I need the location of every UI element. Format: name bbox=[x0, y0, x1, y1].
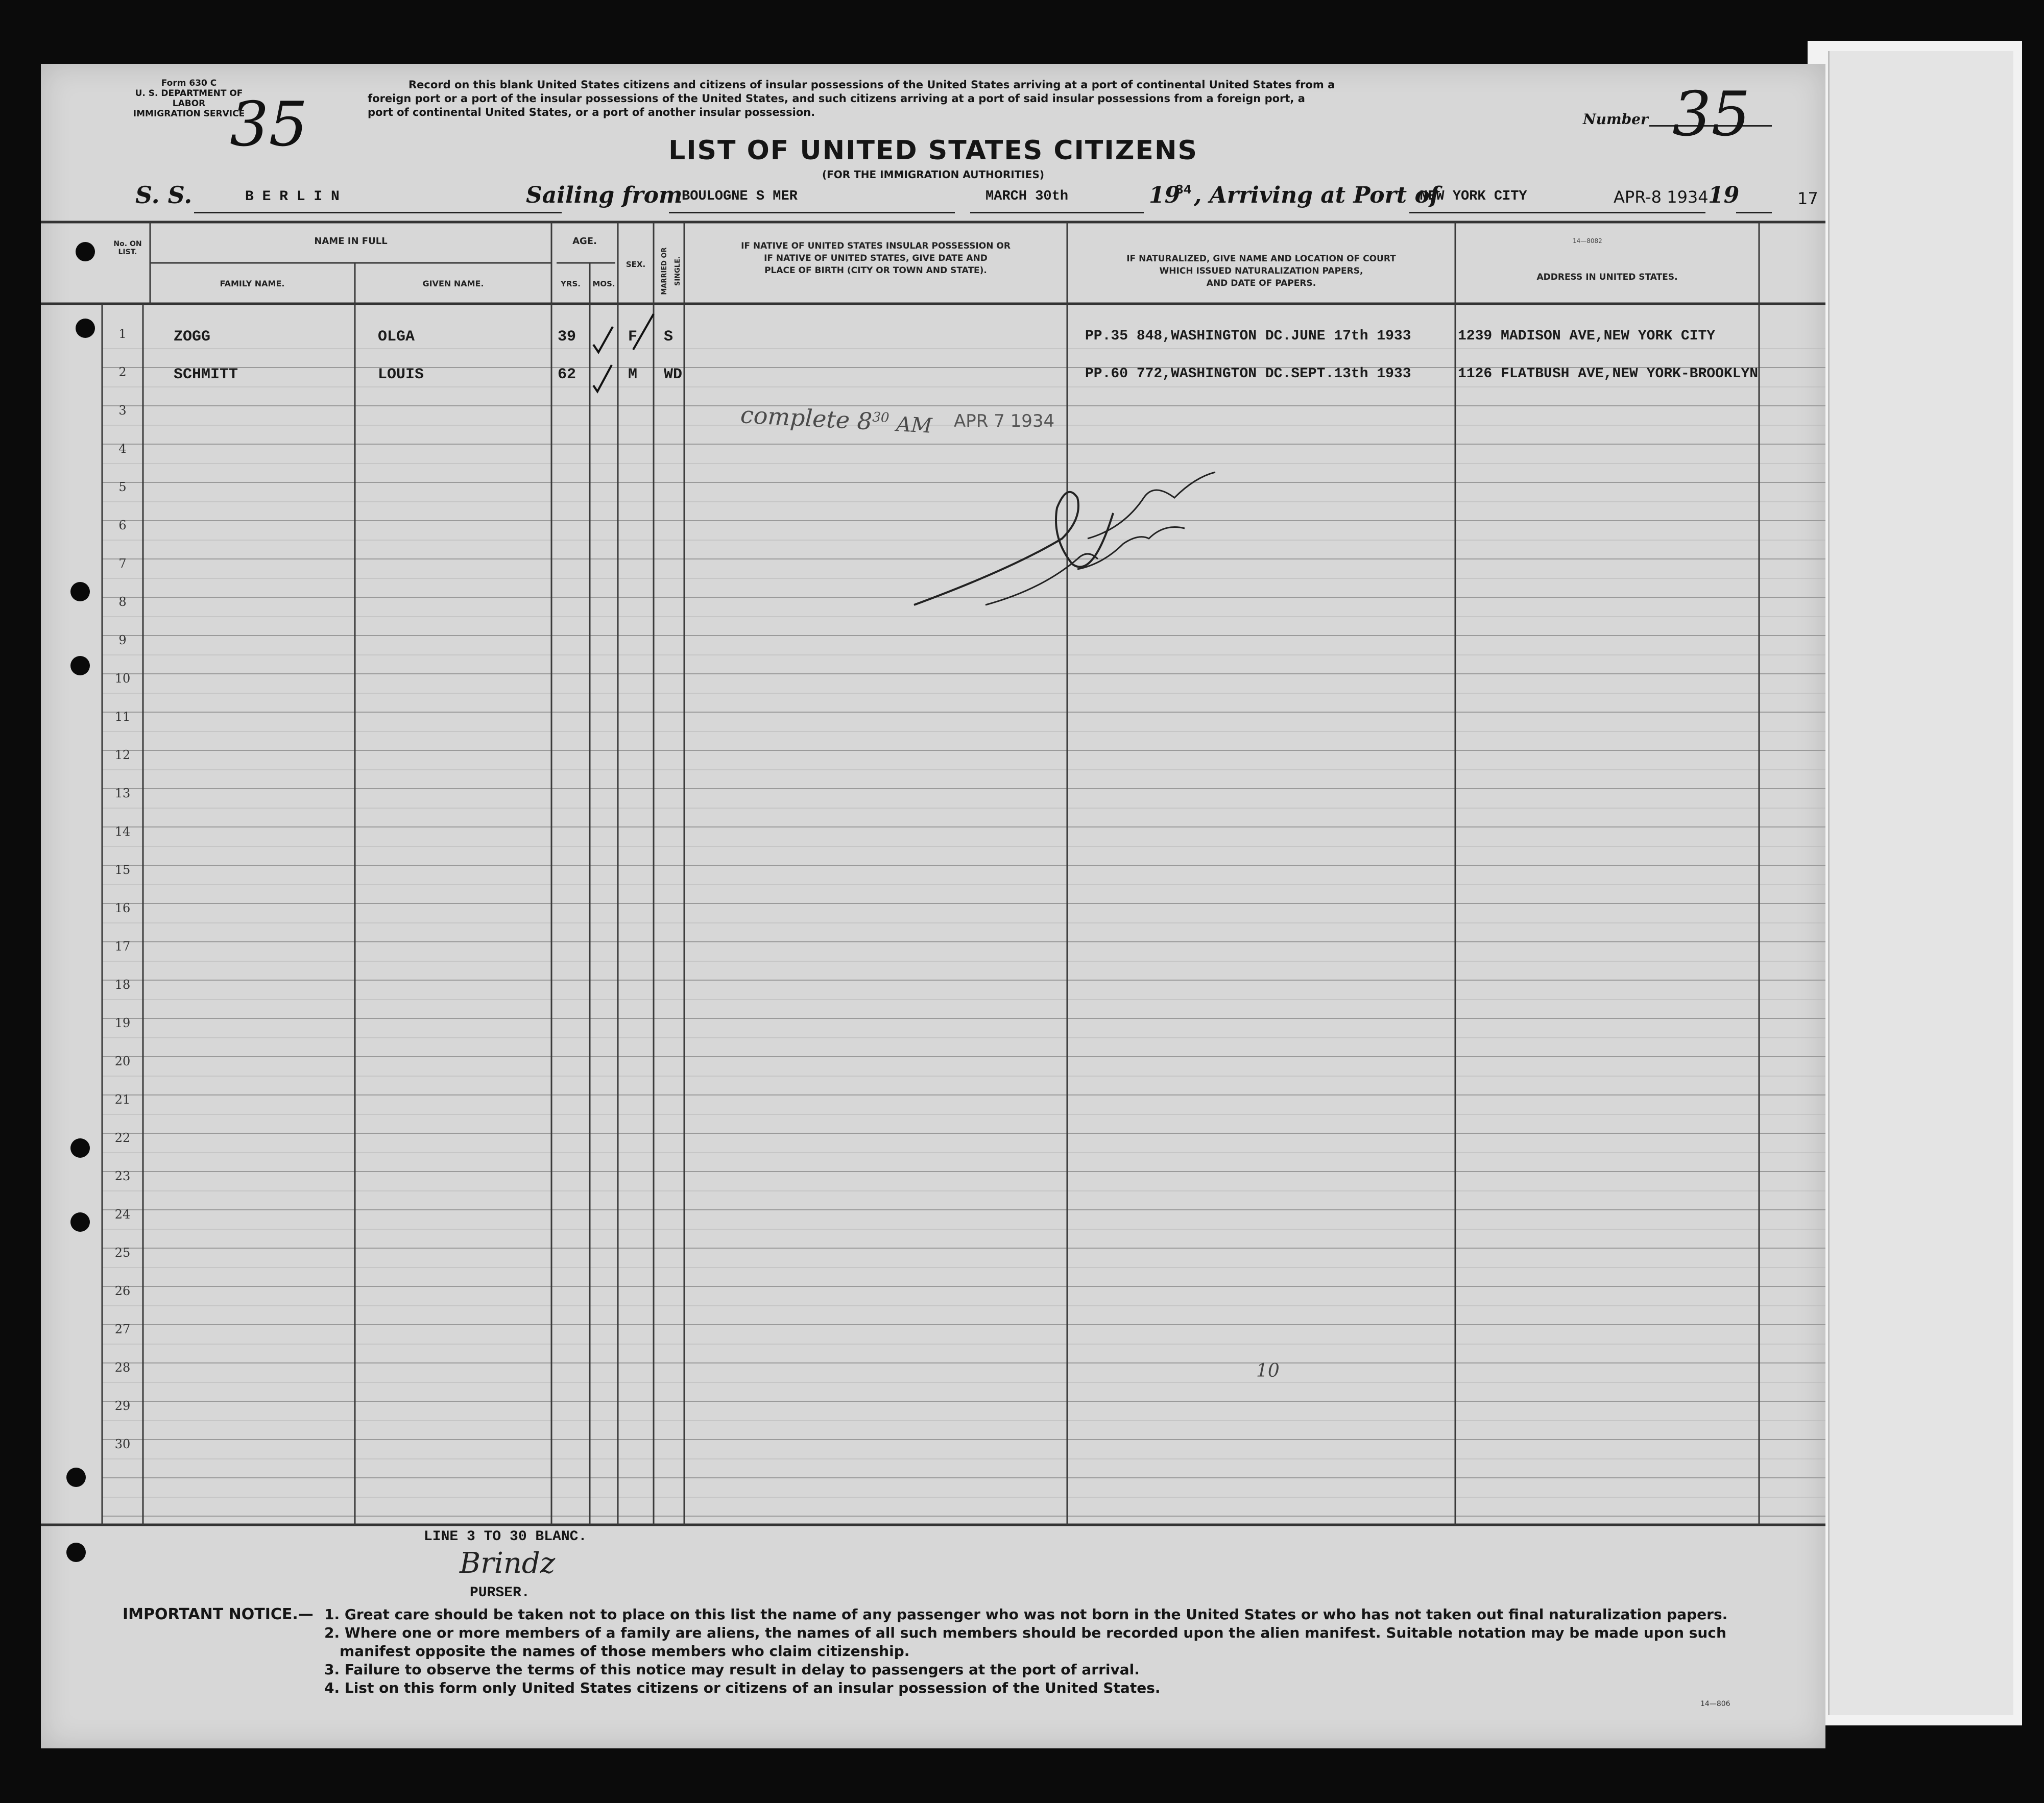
row-number: 30 bbox=[114, 1437, 131, 1451]
row-number: 14 bbox=[114, 824, 131, 839]
col-header-given-name: GIVEN NAME. bbox=[422, 279, 484, 288]
notice-label: IMPORTANT NOTICE.— bbox=[123, 1605, 314, 1623]
binder-hole bbox=[70, 582, 90, 601]
col-header-native-line-3: PLACE OF BIRTH (CITY OR TOWN AND STATE). bbox=[764, 265, 987, 276]
row-number: 29 bbox=[114, 1399, 131, 1413]
binder-hole bbox=[70, 1212, 90, 1232]
row-number: 10 bbox=[114, 671, 131, 686]
row-number: 1 bbox=[118, 327, 127, 341]
col-header-family-name: FAMILY NAME. bbox=[220, 279, 285, 288]
row-number: 5 bbox=[118, 480, 127, 494]
age-years: 39 bbox=[558, 328, 576, 346]
col-header-married: MARRIED OR SINGLE. bbox=[661, 247, 682, 295]
notice-4: 4. List on this form only United States citizens or citizens of an insular possession of the United States. bbox=[324, 1679, 1161, 1696]
row-number: 19 bbox=[114, 1016, 131, 1030]
background-sheet-2 bbox=[1828, 51, 2013, 1715]
family-name: ZOGG bbox=[174, 328, 211, 346]
col-header-name-in-full: NAME IN FULL bbox=[314, 236, 388, 247]
row-number: 15 bbox=[114, 863, 131, 877]
naturalization-info: PP.60 772,WASHINGTON DC.SEPT.13th 1933 bbox=[1085, 366, 1411, 382]
given-name: OLGA bbox=[378, 328, 415, 346]
col-header-native-line-2: IF NATIVE OF UNITED STATES, GIVE DATE AND bbox=[764, 253, 988, 263]
col-header-native-line-1: IF NATIVE OF UNITED STATES INSULAR POSSESSION OR bbox=[741, 241, 1011, 251]
ss-label: S. S. bbox=[135, 181, 193, 209]
page-mark: 10 bbox=[1256, 1360, 1280, 1381]
col-header-sex: SEX. bbox=[626, 260, 646, 269]
marital-status: S bbox=[664, 328, 674, 346]
complete-note-sup: 30 bbox=[872, 409, 890, 426]
notice-3: 3. Failure to observe the terms of this notice may result in delay to passengers at the port of arrival. bbox=[324, 1661, 1140, 1678]
row-number: 12 bbox=[114, 748, 131, 762]
form-title: LIST OF UNITED STATES CITIZENS bbox=[668, 135, 1198, 166]
binder-hole bbox=[70, 1138, 90, 1158]
instructions-line-3: port of continental United States, or a port of another insular possession. bbox=[368, 106, 815, 118]
notice-1: 1. Great care should be taken not to place on this list the name of any passenger who was not born in the United States or who has not taken out final naturalization papers. bbox=[324, 1606, 1728, 1623]
notice-2: 2. Where one or more members of a family are aliens, the names of all such members should be recorded upon the alien manifest. Suitable notation may be made upon such bbox=[324, 1624, 1726, 1641]
form-subtitle: (FOR THE IMMIGRATION AUTHORITIES) bbox=[822, 168, 1044, 181]
row-number: 7 bbox=[118, 556, 127, 571]
row-number: 11 bbox=[114, 710, 131, 724]
age-years: 62 bbox=[558, 366, 576, 383]
row-number: 16 bbox=[114, 901, 131, 915]
corner-mark: 17 bbox=[1797, 189, 1818, 208]
instructions-line-1: Record on this blank United States citizens and citizens of insular possessions of the United States arriving at a port of continental United States from a bbox=[408, 79, 1335, 91]
binder-hole bbox=[76, 242, 95, 261]
row-number: 21 bbox=[114, 1092, 131, 1107]
sailing-date: MARCH 30th bbox=[985, 189, 1069, 204]
complete-note-text: complete 8 bbox=[739, 401, 873, 435]
manifest-page bbox=[41, 64, 1825, 1748]
row-number: 13 bbox=[114, 786, 131, 800]
col-header-native bbox=[684, 240, 1067, 277]
naturalization-info: PP.35 848,WASHINGTON DC.JUNE 17th 1933 bbox=[1085, 328, 1411, 344]
year-prefix: 19 bbox=[1149, 182, 1181, 208]
row-number: 8 bbox=[118, 595, 127, 609]
year2-label: 19 bbox=[1708, 182, 1740, 208]
inspector-signature-drawing bbox=[909, 436, 1266, 630]
col-header-yrs: YRS. bbox=[561, 279, 581, 288]
binder-hole bbox=[66, 1543, 86, 1562]
ship-name: B E R L I N bbox=[245, 189, 340, 205]
marital-status: WD bbox=[664, 366, 683, 383]
tiny-reference: 14—8082 bbox=[1573, 237, 1602, 245]
binder-hole bbox=[70, 656, 90, 675]
purser-signature: Brindz bbox=[460, 1547, 556, 1580]
year-suffix: 34 bbox=[1175, 182, 1192, 198]
row-number: 28 bbox=[114, 1360, 131, 1375]
col-header-naturalized-line-3: AND DATE OF PAPERS. bbox=[1206, 278, 1316, 288]
manifest-table-grid bbox=[41, 64, 1825, 1748]
us-address: 1126 FLATBUSH AVE,NEW YORK-BROOKLYN bbox=[1458, 366, 1759, 382]
handwritten-list-number-left: 35 bbox=[230, 89, 308, 160]
row-number: 20 bbox=[114, 1054, 131, 1068]
binder-hole bbox=[66, 1468, 86, 1487]
row-number: 6 bbox=[118, 518, 127, 532]
complete-note-am: AM bbox=[896, 412, 933, 438]
department-name: U. S. DEPARTMENT OF LABOR bbox=[135, 88, 243, 109]
row-number: 2 bbox=[118, 365, 127, 379]
form-reference: 14—806 bbox=[1700, 1700, 1730, 1708]
family-name: SCHMITT bbox=[174, 366, 238, 383]
arriving-label: , Arriving at Port of bbox=[1194, 182, 1439, 208]
number-label: Number bbox=[1583, 111, 1648, 128]
row-number: 9 bbox=[118, 633, 127, 647]
us-address: 1239 MADISON AVE,NEW YORK CITY bbox=[1458, 328, 1716, 344]
check-marks bbox=[587, 309, 679, 401]
sex: M bbox=[628, 366, 638, 383]
row-number: 27 bbox=[114, 1322, 131, 1336]
form-number: Form 630 C bbox=[161, 78, 217, 88]
notice-2-cont: manifest opposite the names of those members who claim citizenship. bbox=[340, 1643, 910, 1660]
given-name: LOUIS bbox=[378, 366, 424, 383]
row-number: 23 bbox=[114, 1169, 131, 1183]
row-number: 3 bbox=[118, 403, 127, 418]
receipt-stamp: APR 7 1934 bbox=[954, 411, 1055, 431]
row-number: 18 bbox=[114, 978, 131, 992]
service-name: IMMIGRATION SERVICE bbox=[133, 109, 245, 119]
blank-lines-note: LINE 3 TO 30 BLANC. bbox=[424, 1529, 587, 1545]
row-number: 4 bbox=[118, 442, 127, 456]
binder-hole bbox=[76, 319, 95, 338]
sailing-label: Sailing from bbox=[526, 182, 683, 208]
col-header-age: AGE. bbox=[572, 236, 597, 247]
row-number: 17 bbox=[114, 939, 131, 954]
instructions-line-2: foreign port or a port of the insular possessions of the United States, and such citizens arriving at a port of said insular possessions from a foreign port, a bbox=[368, 92, 1305, 105]
row-number: 24 bbox=[114, 1207, 131, 1222]
col-header-naturalized-line-1: IF NATURALIZED, GIVE NAME AND LOCATION OF COURT bbox=[1126, 254, 1396, 264]
port-of-departure: BOULOGNE S MER bbox=[682, 189, 798, 204]
purser-label: PURSER. bbox=[470, 1585, 530, 1601]
handwritten-list-number-right: 35 bbox=[1672, 79, 1750, 150]
port-of-arrival: NEW YORK CITY bbox=[1420, 189, 1527, 204]
col-header-mos: MOS. bbox=[592, 279, 615, 288]
arrival-stamp: APR-8 1934 bbox=[1614, 187, 1709, 207]
inspector-signature bbox=[909, 436, 1266, 630]
row-number: 26 bbox=[114, 1284, 131, 1298]
row-number: 25 bbox=[114, 1246, 131, 1260]
col-header-naturalized-line-2: WHICH ISSUED NATURALIZATION PAPERS, bbox=[1159, 266, 1363, 276]
row-number: 22 bbox=[114, 1131, 131, 1145]
sex: F bbox=[628, 328, 638, 346]
col-header-no: No. ON LIST. bbox=[113, 240, 142, 256]
col-header-naturalized bbox=[1067, 253, 1455, 289]
col-header-address: ADDRESS IN UNITED STATES. bbox=[1536, 272, 1678, 282]
